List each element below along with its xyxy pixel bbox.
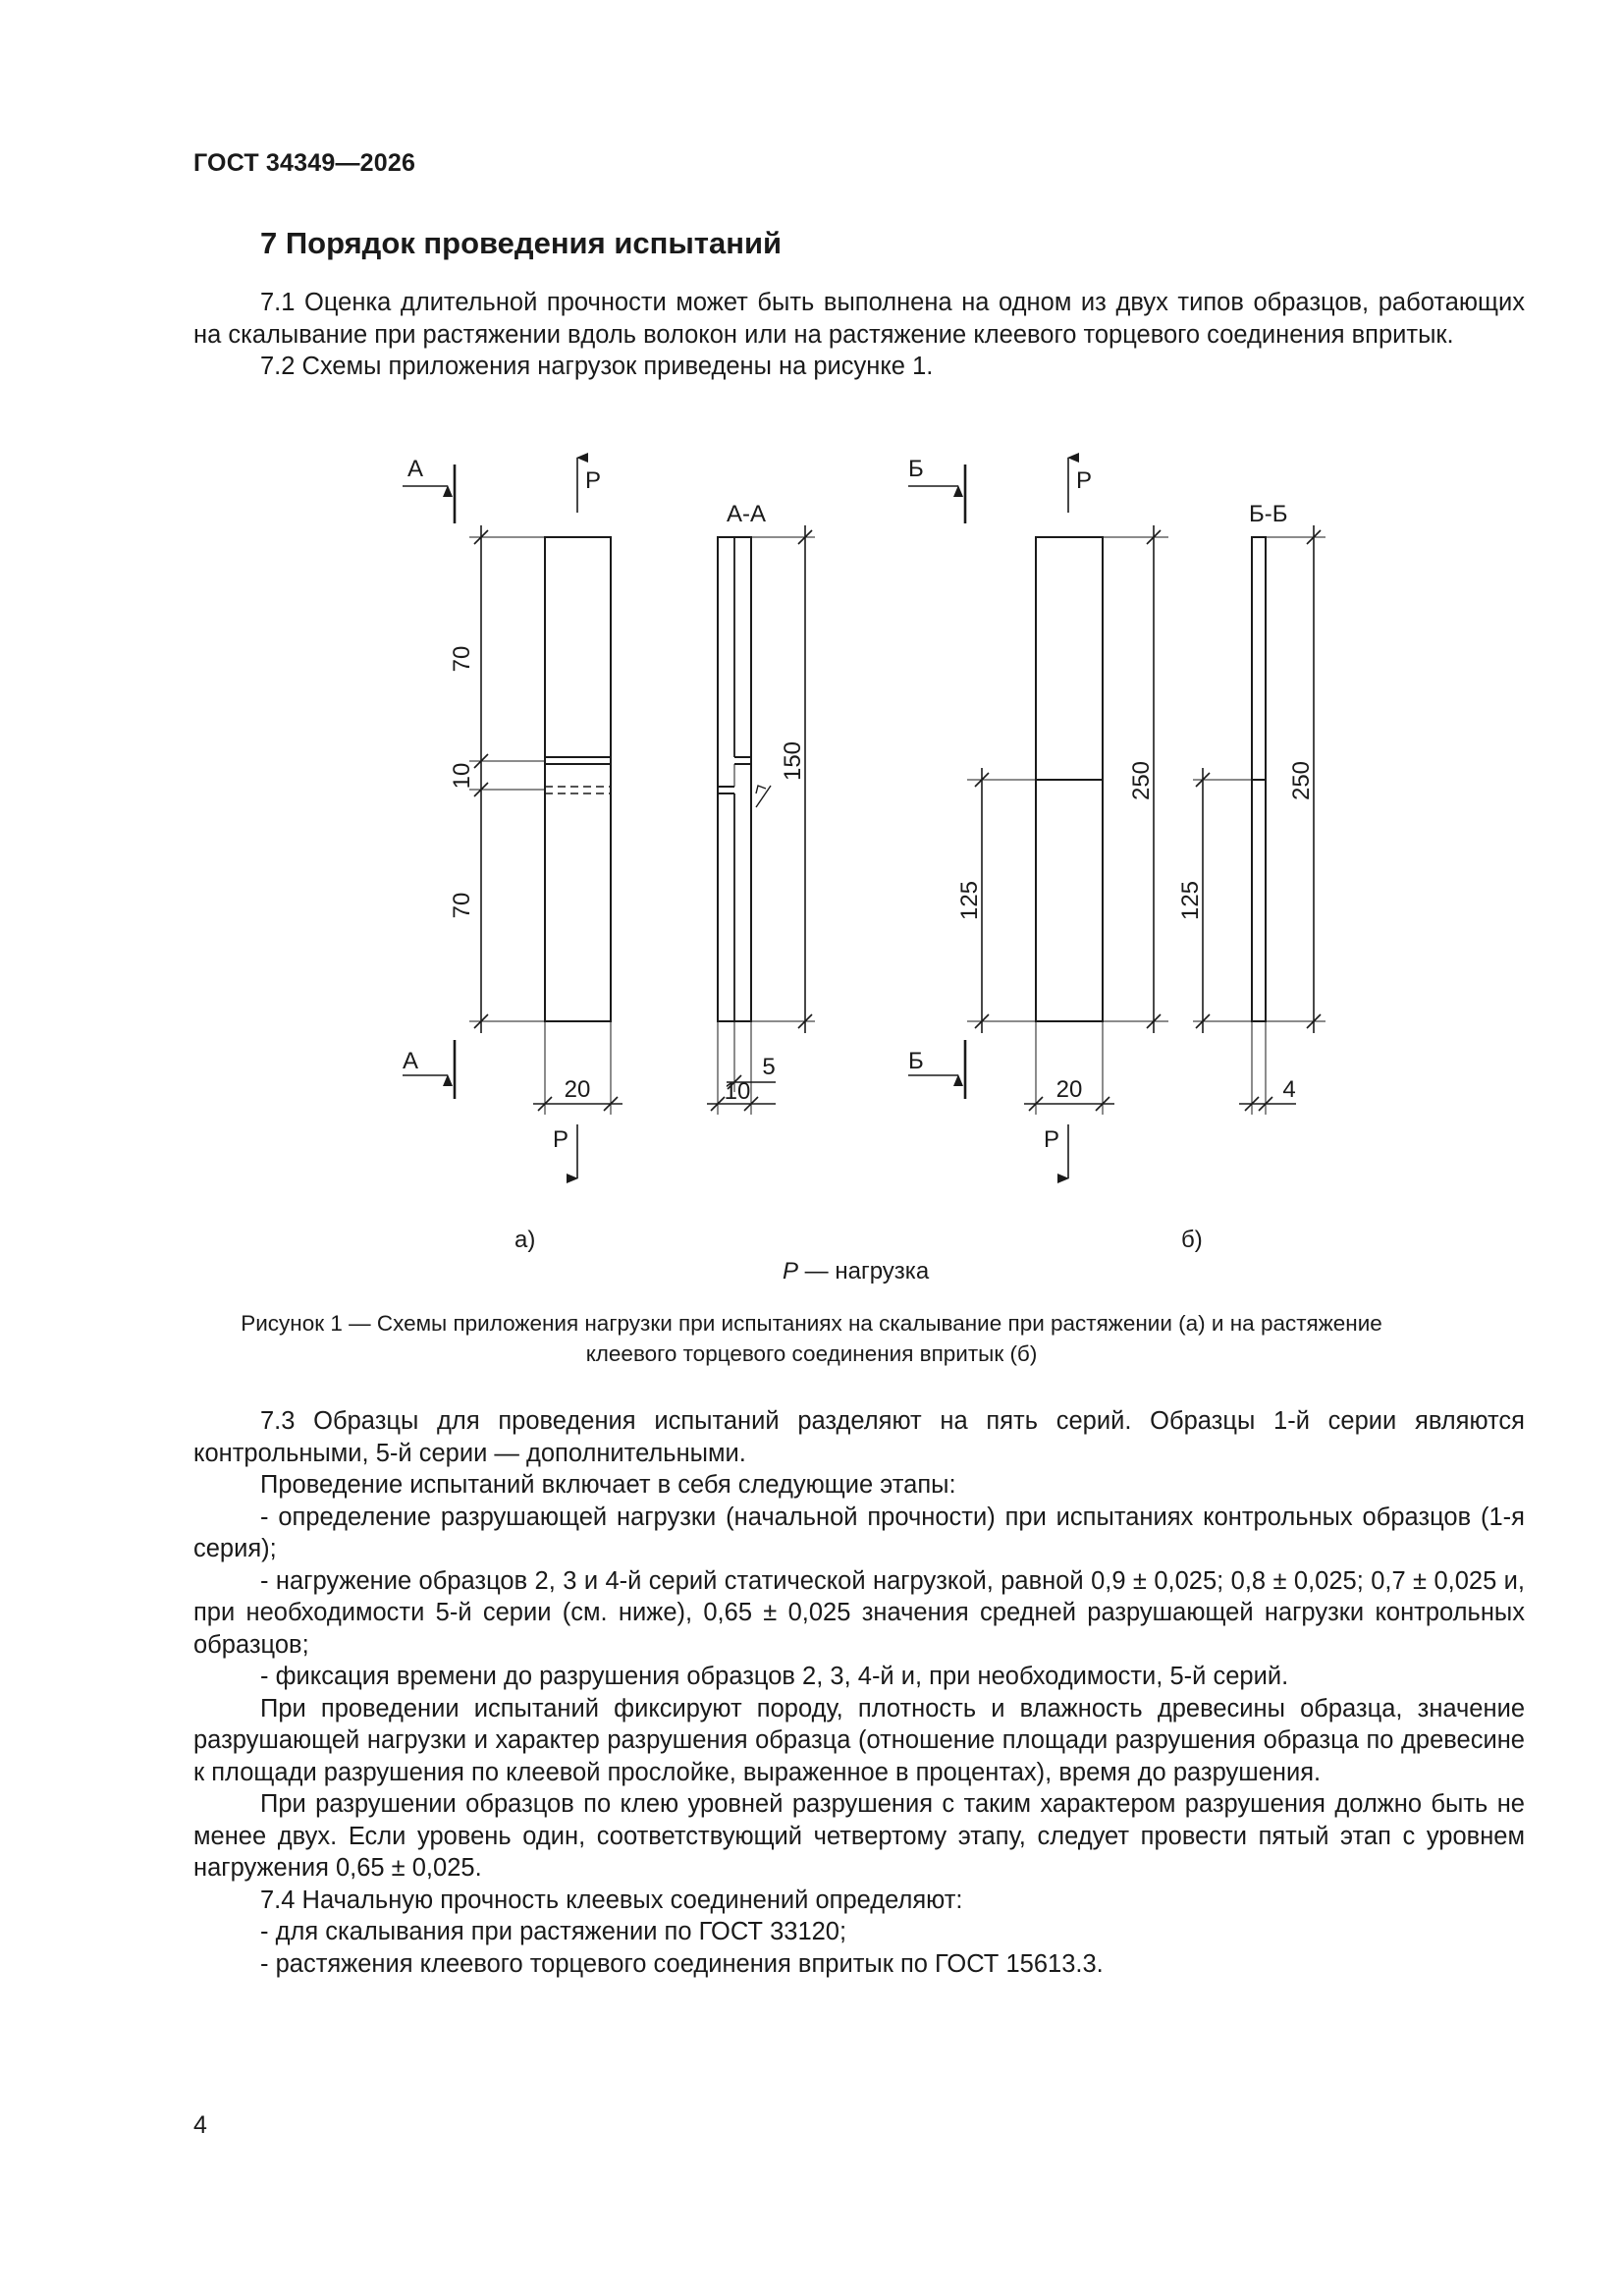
page-number: 4 bbox=[193, 2111, 207, 2139]
section-mark-a-top: А bbox=[407, 456, 424, 482]
document-header: ГОСТ 34349—2026 bbox=[193, 149, 416, 177]
load-label-a-bottom: P bbox=[553, 1126, 569, 1153]
dim-a-middle: 10 bbox=[449, 762, 475, 790]
dim-b2-total: 250 bbox=[1288, 760, 1315, 801]
dim-a-total: 150 bbox=[780, 740, 806, 782]
text-block-2 bbox=[193, 1405, 1525, 1980]
paragraph: 7.3 Образцы для проведения испытаний разделяют на пять серий. Образцы 1-й серии являются контрольными, 5-й серии — дополнительными. bbox=[193, 1407, 1525, 1467]
load-label-b-top: P bbox=[1076, 467, 1093, 494]
dims-a-section bbox=[707, 525, 815, 1115]
dim-a-width: 20 bbox=[564, 1076, 591, 1103]
dim-b-width: 20 bbox=[1055, 1076, 1083, 1103]
paragraph: При разрушении образцов по клею уровней разрушения с таким характером разрушения должно быть не менее двух. Если уровень один, соответствующий четвертому этапу, следует провести пятый этап с уровнем нагружения 0,65 ± 0,025. bbox=[193, 1790, 1525, 1882]
specimen-a-section bbox=[718, 537, 771, 1021]
paragraph: - растяжения клеевого торцевого соединения впритык по ГОСТ 15613.3. bbox=[260, 1949, 1104, 1978]
paragraph: - фиксация времени до разрушения образцов 2, 3, 4-й и, при необходимости, 5-й серий. bbox=[260, 1663, 1289, 1690]
dim-a-layer: 5 bbox=[762, 1054, 776, 1080]
dim-b-half: 125 bbox=[956, 880, 983, 921]
dim-b-total: 250 bbox=[1128, 760, 1155, 801]
section-title: 7 Порядок проведения испытаний bbox=[260, 226, 783, 260]
section-mark-b-top: Б bbox=[908, 456, 924, 482]
specimen-b-section bbox=[1252, 537, 1266, 1021]
paragraph: Проведение испытаний включает в себя следующие этапы: bbox=[260, 1471, 956, 1499]
dim-b2-half: 125 bbox=[1177, 880, 1204, 921]
dim-a-bottom: 70 bbox=[449, 892, 475, 919]
specimen-a-front bbox=[545, 537, 611, 1021]
paragraph: - для скалывания при растяжении по ГОСТ 33120; bbox=[260, 1918, 847, 1945]
legend-text: — нагрузка bbox=[798, 1258, 930, 1285]
section-marks-b bbox=[908, 465, 965, 1099]
section-title-aa: А-А bbox=[727, 501, 767, 527]
dim-b-thickness: 4 bbox=[1282, 1076, 1296, 1103]
load-label-b-bottom: P bbox=[1044, 1126, 1060, 1153]
specimen-b-front bbox=[1036, 537, 1103, 1021]
figure-drawing bbox=[0, 432, 1623, 1296]
paragraph: - определение разрушающей нагрузки (начальной прочности) при испытаниях контрольных образцов (1-я серия); bbox=[193, 1503, 1525, 1562]
figure-caption: Рисунок 1 — Схемы приложения нагрузки при испытаниях на скалывание при растяжении (а) и на растяжение клеевого торцевого соединения впритык (б) bbox=[241, 1311, 1382, 1366]
load-label-a-top: P bbox=[585, 467, 602, 494]
dims-b-section bbox=[1193, 525, 1325, 1115]
section-mark-b-bottom: Б bbox=[908, 1048, 924, 1074]
paragraph: 7.4 Начальную прочность клеевых соединений определяют: bbox=[260, 1886, 963, 1914]
figure-legend bbox=[783, 1258, 930, 1285]
paragraph: 7.2 Схемы приложения нагрузок приведены на рисунке 1. bbox=[260, 353, 934, 380]
paragraph: 7.1 Оценка длительной прочности может быть выполнена на одном из двух типов образцов, работающих на скалывание при растяжении вдоль волокон или на растяжение клеевого торцевого соединения впритык. bbox=[193, 289, 1525, 349]
dim-a-top: 70 bbox=[449, 645, 475, 673]
dim-a-thickness: 10 bbox=[724, 1078, 751, 1105]
paragraph: - нагружение образцов 2, 3 и 4-й серий статической нагрузкой, равной 0,9 ± 0,025; 0,8 ± 0,025; 0,7 ± 0,025 и, при необходимости 5-й серии (см. ниже), 0,65 ± 0,025 значения средней разрушающей нагрузки контрольных образцов; bbox=[193, 1566, 1525, 1659]
section-title-bb: Б-Б bbox=[1249, 501, 1288, 527]
section-mark-a-bottom: А bbox=[403, 1048, 419, 1074]
section-marks-a bbox=[403, 465, 455, 1099]
text-block-1 bbox=[193, 287, 1525, 383]
dims-b-front bbox=[967, 525, 1168, 1115]
dims-a-left bbox=[469, 525, 545, 1033]
legend-symbol: P bbox=[783, 1258, 799, 1285]
subfigure-label-b: б) bbox=[1181, 1227, 1203, 1253]
subfigure-label-a: а) bbox=[514, 1227, 536, 1253]
figure-1 bbox=[0, 432, 1623, 1296]
paragraph: При проведении испытаний фиксируют породу, плотность и влажность древесины образца, значение разрушающей нагрузки и характер разрушения образца (отношение площади разрушения образца по древесине к площади разрушения по клеевой прослойке, выраженное в процентах), время до разрушения. bbox=[193, 1694, 1525, 1786]
